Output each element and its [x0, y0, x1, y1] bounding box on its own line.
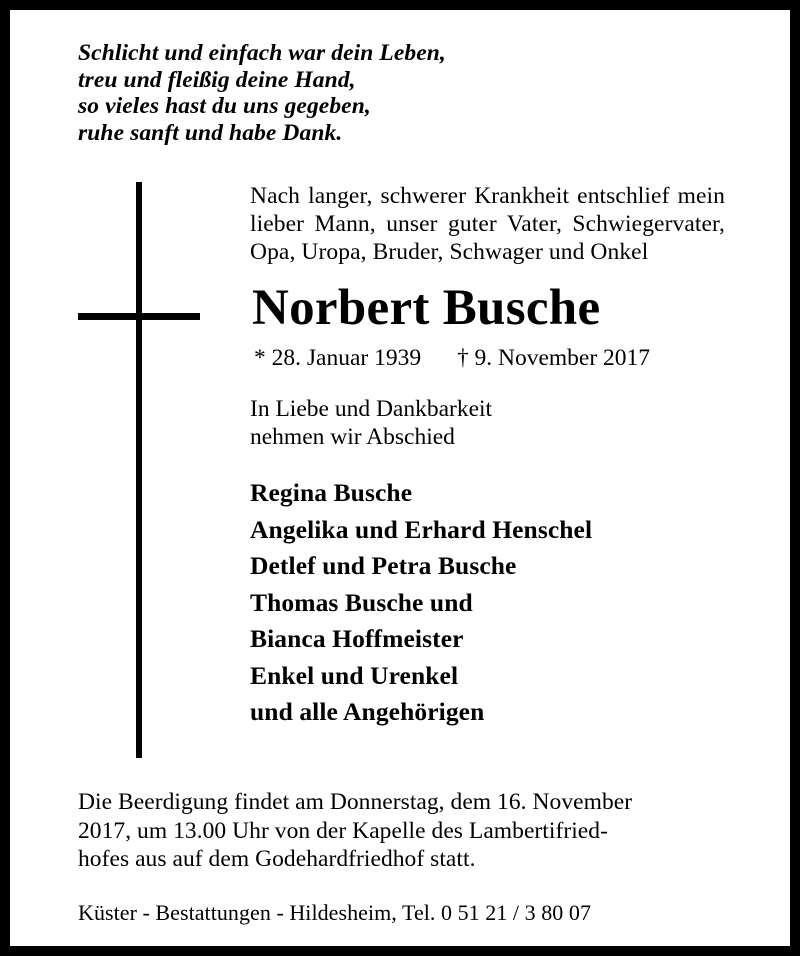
- poem-line-3: so vieles hast du uns gegeben,: [78, 93, 371, 119]
- funeral-line-2: 2017, um 13.00 Uhr von der Kapelle des Lambertifried-: [78, 817, 608, 844]
- birth-date: 28. Januar 1939: [271, 345, 422, 371]
- poem-line-1: Schlicht und einfach war dein Leben,: [78, 40, 446, 66]
- survivor-line: Angelika und Erhard Henschel: [250, 514, 593, 544]
- announcement-intro: Nach langer, schwerer Krankheit entschlief mein lieber Mann, unser guter Vater, Schwiegervater, Opa, Uropa, Bruder, Schwager und Onkel: [250, 183, 725, 265]
- farewell-line-2: nehmen wir Abschied: [250, 424, 455, 450]
- survivors-list: [250, 475, 725, 731]
- survivor-line: Enkel und Urenkel: [250, 660, 459, 690]
- funeral-details: [78, 788, 743, 874]
- life-dates: [254, 345, 725, 371]
- survivor-line: Detlef und Petra Busche: [250, 551, 517, 580]
- undertaker-credit: Küster - Bestattungen - Hildesheim, Tel. 0 51 21 / 3 80 07: [78, 899, 591, 925]
- main-text-column: [250, 182, 725, 731]
- survivor-line: Bianca Hoffmeister: [250, 624, 464, 653]
- farewell-message: [250, 395, 725, 451]
- dagger-icon: †: [457, 345, 469, 370]
- survivor-line: Thomas Busche und: [250, 587, 473, 617]
- notice-footer: [78, 788, 743, 926]
- farewell-line-1: In Liebe und Dankbarkeit: [250, 396, 493, 422]
- death-date-group: [457, 345, 650, 371]
- notice-inner-panel: [10, 10, 790, 946]
- cross-vertical-bar: [136, 182, 142, 758]
- poem-line-2: treu und fleißig deine Hand,: [78, 66, 356, 93]
- birth-symbol: *: [254, 345, 266, 371]
- survivor-line: und alle Angehörigen: [250, 697, 485, 726]
- cross-horizontal-bar: [78, 313, 200, 320]
- funeral-line-3: hofes aus auf dem Godehardfriedhof statt.: [78, 846, 476, 872]
- survivor-line: Regina Busche: [250, 478, 413, 507]
- deceased-name: Norbert Busche: [252, 280, 601, 336]
- memorial-poem: [78, 40, 678, 146]
- funeral-line-1: Die Beerdigung findet am Donnerstag, dem 16. November: [78, 789, 633, 815]
- death-date: 9. November 2017: [474, 345, 651, 371]
- poem-line-4: ruhe sanft und habe Dank.: [78, 119, 343, 146]
- birth-date-group: [254, 345, 421, 371]
